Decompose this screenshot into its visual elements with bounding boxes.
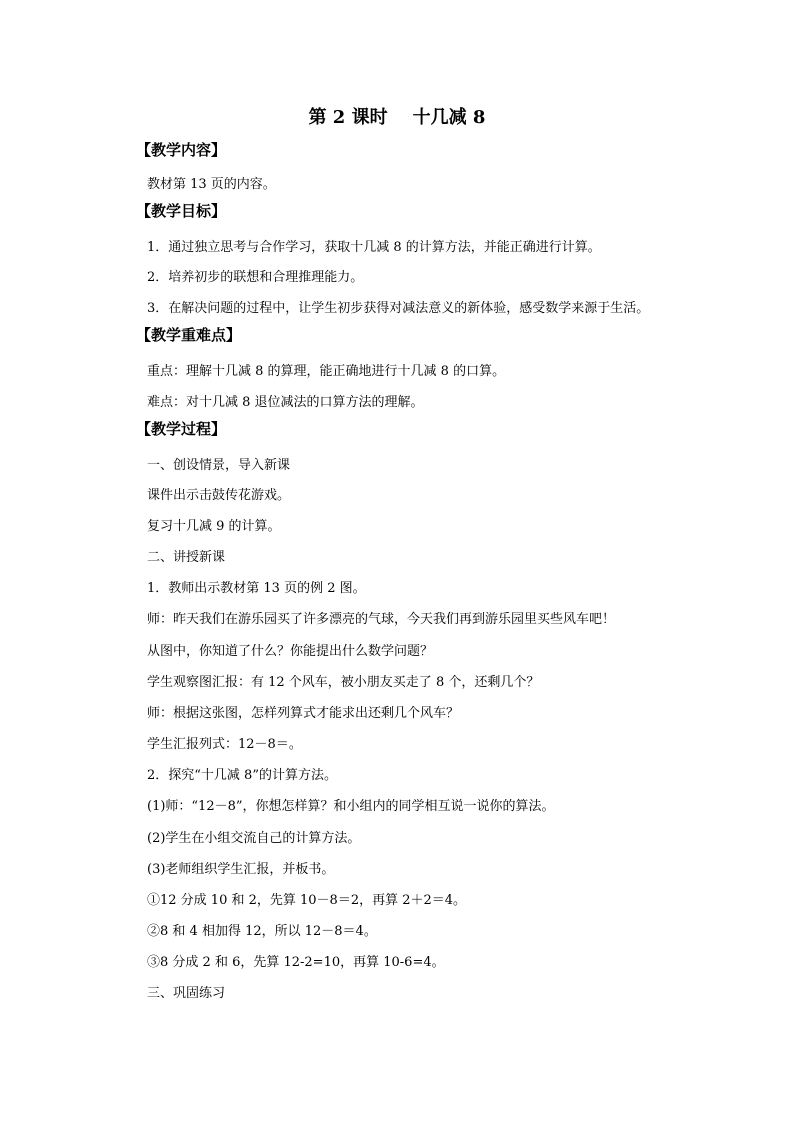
process-line: 学生汇报列式：12－8＝。 bbox=[147, 737, 302, 752]
process-line: 三、巩固练习 bbox=[147, 986, 226, 1001]
process-line: (3)老师组织学生汇报，并板书。 bbox=[147, 862, 335, 877]
section-heading-goals: 【教学目标】 bbox=[136, 202, 227, 220]
section-heading-process: 【教学过程】 bbox=[136, 420, 227, 438]
process-line: ①12 分成 10 和 2，先算 10－8＝2，再算 2＋2＝4。 bbox=[147, 893, 467, 908]
process-line: 二、讲授新课 bbox=[147, 550, 226, 565]
page-title: 第 2 课时 十几减 8 bbox=[308, 107, 486, 128]
process-line: 师：昨天我们在游乐园买了许多漂亮的气球，今天我们再到游乐园里买些风车吧！ bbox=[147, 612, 616, 627]
key-point-line: 重点：理解十几减 8 的算理，能正确地进行十几减 8 的口算。 bbox=[147, 364, 506, 379]
process-line: 师：根据这张图，怎样列算式才能求出还剩几个风车？ bbox=[147, 706, 460, 721]
key-point-line: 难点：对十几减 8 退位减法的口算方法的理解。 bbox=[147, 395, 424, 410]
process-line: 从图中，你知道了什么？你能提出什么数学问题？ bbox=[147, 644, 434, 659]
section-heading-content: 【教学内容】 bbox=[136, 141, 227, 159]
process-line: 课件出示击鼓传花游戏。 bbox=[147, 488, 291, 503]
process-line: (2)学生在小组交流自己的计算方法。 bbox=[147, 831, 361, 846]
process-line: 复习十几减 9 的计算。 bbox=[147, 519, 281, 534]
process-line: 一、创设情景，导入新课 bbox=[147, 458, 291, 473]
process-line: 1．教师出示教材第 13 页的例 2 图。 bbox=[147, 581, 366, 596]
section-heading-key-points: 【教学重难点】 bbox=[136, 326, 242, 344]
content-line: 教材第 13 页的内容。 bbox=[147, 177, 276, 192]
goal-line: 1．通过独立思考与合作学习，获取十几减 8 的计算方法，并能正确进行计算。 bbox=[147, 240, 601, 255]
process-line: 2．探究“十几减 8”的计算方法。 bbox=[147, 768, 337, 783]
process-line: ③8 分成 2 和 6，先算 12-2=10，再算 10-6=4。 bbox=[147, 955, 445, 970]
process-line: 学生观察图汇报：有 12 个风车，被小朋友买走了 8 个，还剩几个？ bbox=[147, 675, 540, 690]
process-line: (1)师：“12－8”，你想怎样算？和小组内的同学相互说一说你的算法。 bbox=[147, 799, 555, 814]
goal-line: 2．培养初步的联想和合理推理能力。 bbox=[147, 270, 364, 285]
goal-line: 3．在解决问题的过程中，让学生初步获得对减法意义的新体验，感受数学来源于生活。 bbox=[147, 301, 650, 316]
process-line: ②8 和 4 相加得 12，所以 12－8＝4。 bbox=[147, 924, 377, 939]
